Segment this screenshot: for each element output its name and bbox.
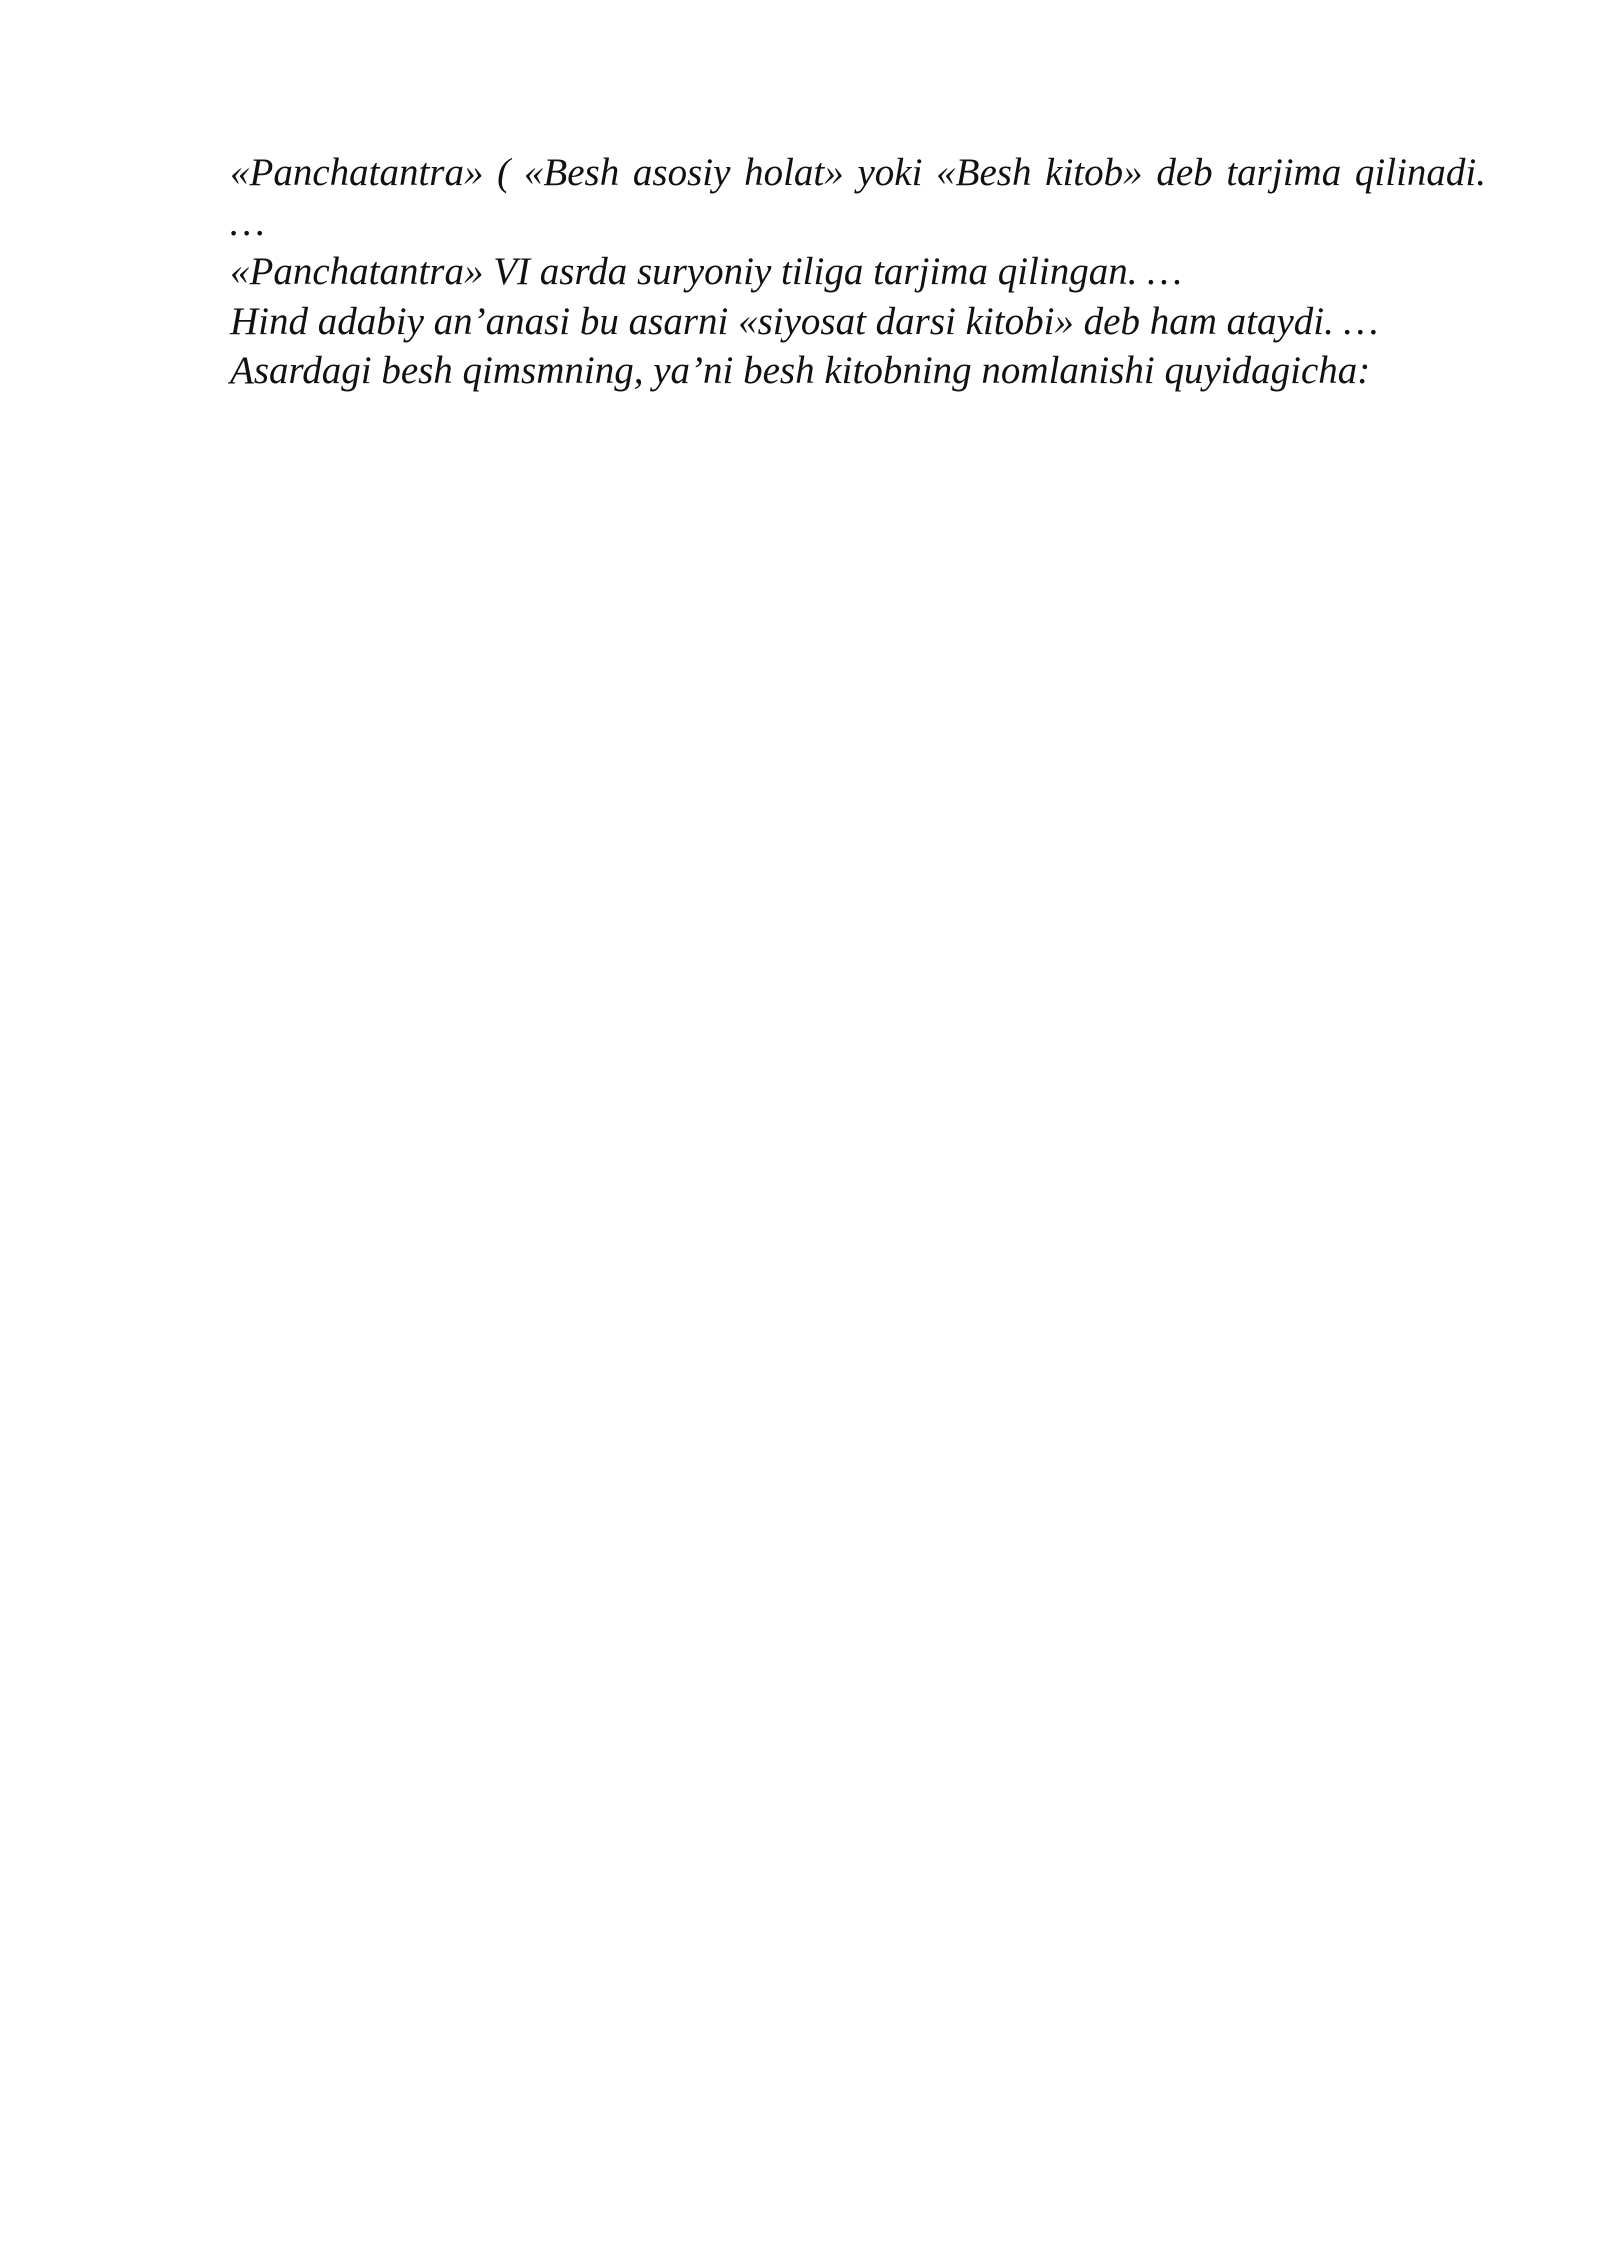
paragraph-books-list-intro: Asardagi besh qimsmning, ya’ni besh kitobning nomlanishi quyidagicha:: [230, 349, 1371, 392]
paragraph-intro: «Panchatantra» ( «Besh asosiy holat» yoki «Besh kitob» deb tarjima qilinadi. …: [230, 151, 1486, 244]
document-page: [230, 148, 1486, 396]
paragraph-tradition: Hind adabiy an’anasi bu asarni «siyosat darsi kitobi» deb ham ataydi. …: [230, 299, 1379, 343]
paragraph-translations: «Panchatantra» VI asrda suryoniy tiliga tarjima qilingan. …: [230, 250, 1182, 293]
